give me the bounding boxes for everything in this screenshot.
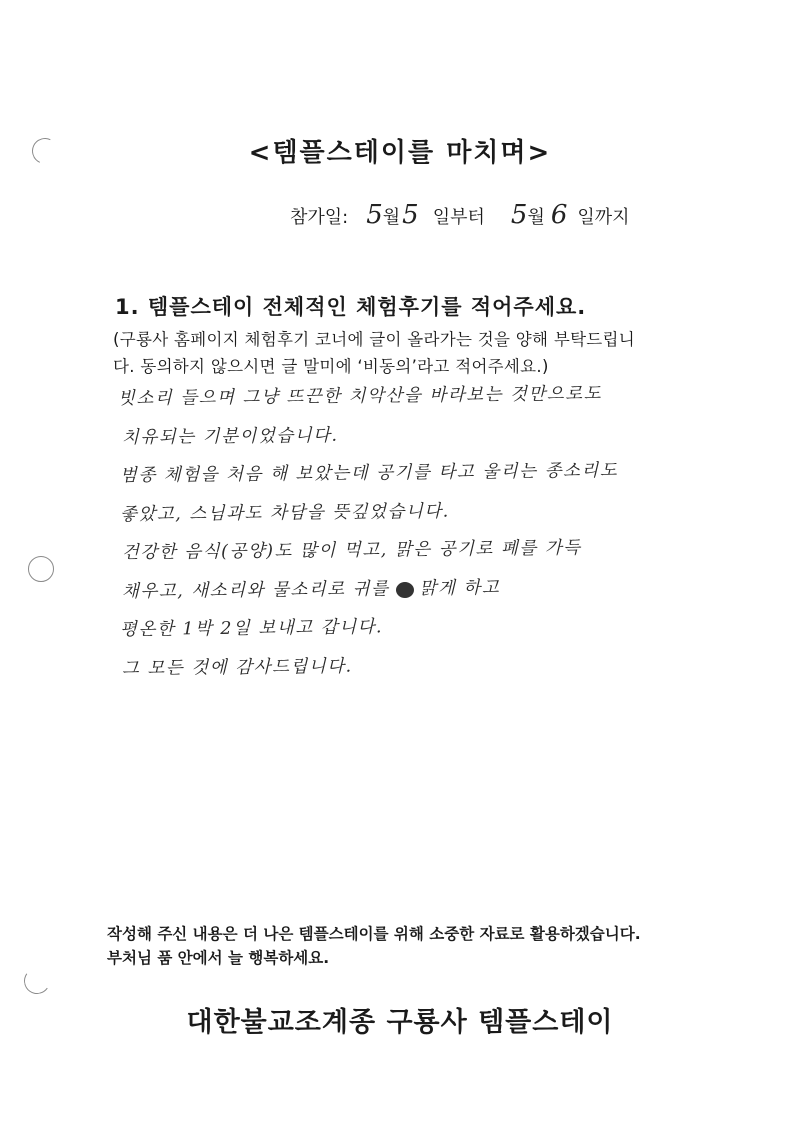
ink-smudge xyxy=(395,581,413,597)
consent-note-line1: (구룡사 홈페이지 체험후기 코너에 글이 올라가는 것을 양해 부탁드립니 xyxy=(113,330,636,349)
footer-note-line1: 작성해 주신 내용은 더 나은 템플스테이를 위해 소중한 자료로 활용하겠습니다. xyxy=(107,925,641,943)
answer-line-text: 채우고, 새소리와 물소리로 귀를 xyxy=(121,578,390,602)
answer-line: 좋았고, 스님과도 차담을 뜻깊었습니다. xyxy=(119,501,450,525)
answer-line xyxy=(122,567,678,611)
answer-line: 범종 체험을 처음 해 보았는데 공기를 타고 울리는 종소리도 xyxy=(119,460,619,486)
participation-date-row xyxy=(290,200,630,230)
footer-note-line2: 부처님 품 안에서 늘 행복하세요. xyxy=(107,949,330,967)
answer-line-tail: 맑게 하고 xyxy=(419,577,501,599)
start-month-unit: 월 xyxy=(382,207,401,228)
to-label: 일까지 xyxy=(577,207,630,228)
answer-line: 빗소리 들으며 그냥 뜨끈한 치악산을 바라보는 것만으로도 xyxy=(117,383,603,409)
answer-line: 치유되는 기분이었습니다. xyxy=(121,425,339,448)
handwritten-answer xyxy=(118,380,678,688)
answer-line: 건강한 음식(공양)도 많이 먹고, 맑은 공기로 폐를 가득 xyxy=(121,538,582,563)
start-day-value: 5 xyxy=(402,200,419,230)
end-day-value: 6 xyxy=(550,200,568,230)
end-month-value: 5 xyxy=(510,200,528,230)
binder-hole-bottom xyxy=(22,966,52,996)
binder-hole-middle xyxy=(28,556,54,582)
end-month-unit: 월 xyxy=(527,207,545,228)
participation-label: 참가일: xyxy=(290,207,349,228)
organization-name: 대한불교조계종 구룡사 템플스테이 xyxy=(186,1007,614,1038)
consent-note-line2: 다. 동의하지 않으시면 글 말미에 ‘비동의’라고 적어주세요.) xyxy=(113,357,549,376)
from-label: 일부터 xyxy=(432,207,485,228)
question-heading: 1. 템플스테이 전체적인 체험후기를 적어주세요. xyxy=(115,295,587,319)
page-title: <템플스테이를 마치며> xyxy=(248,138,552,168)
answer-line: 평온한 1박 2일 보내고 갑니다. xyxy=(119,617,384,640)
start-month-value: 5 xyxy=(366,200,383,230)
answer-line: 그 모든 것에 감사드립니다. xyxy=(121,656,353,679)
